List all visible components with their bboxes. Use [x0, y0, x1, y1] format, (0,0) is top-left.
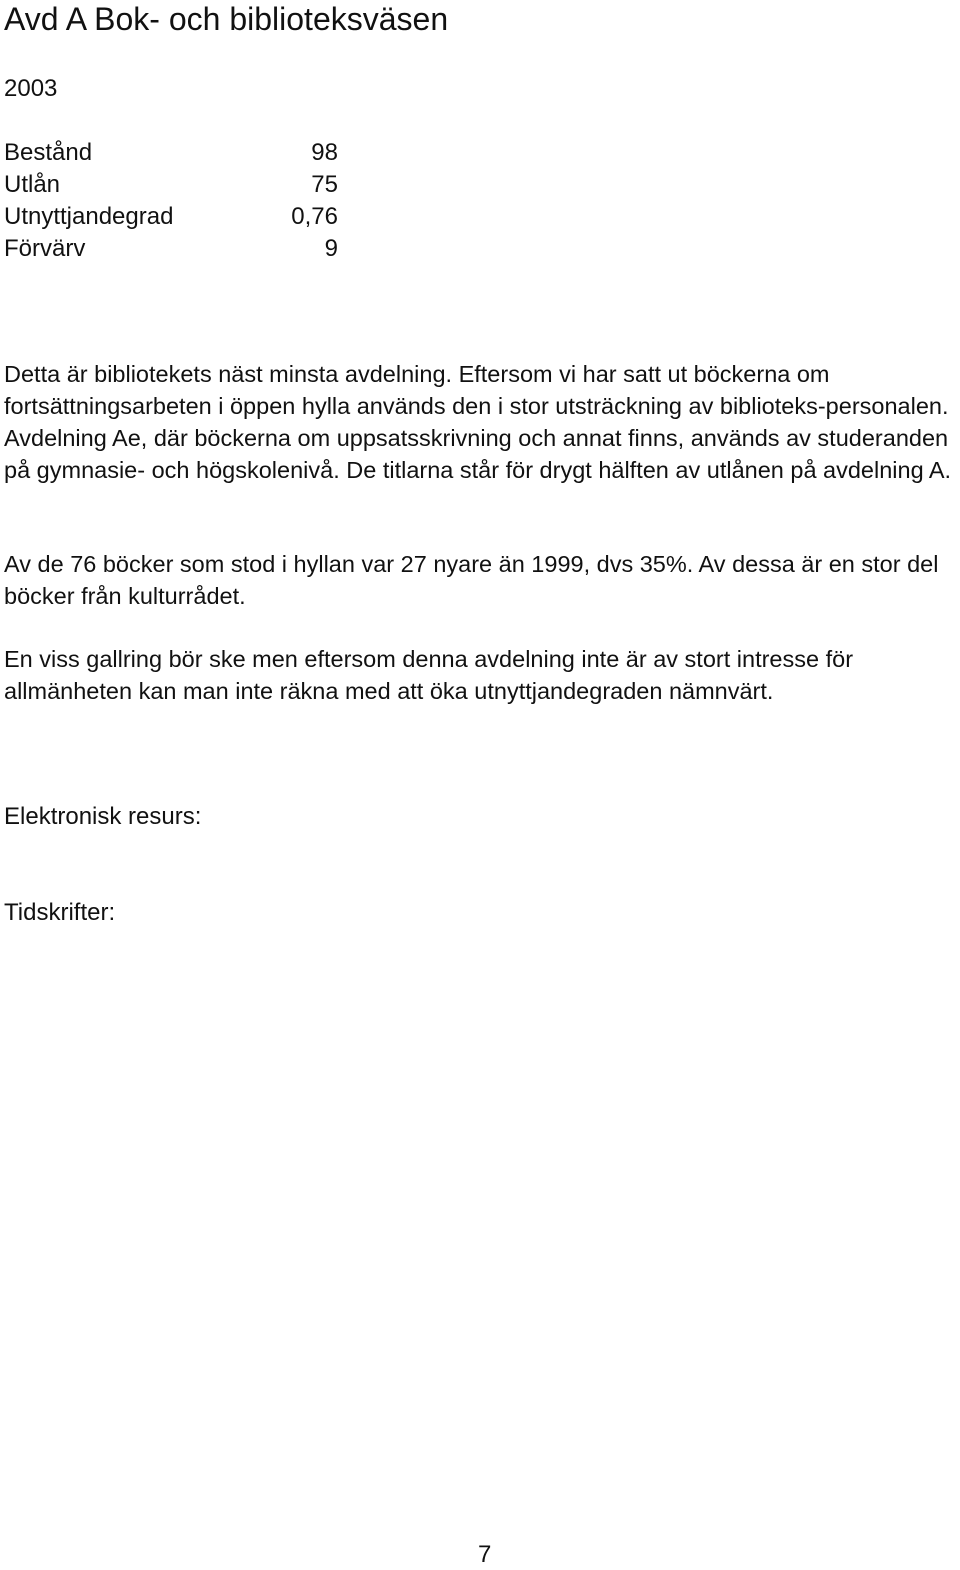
- journals-label: Tidskrifter:: [4, 899, 116, 926]
- paragraph-weeding: En viss gallring bör ske men eftersom denna avdelning inte är av stort intresse för allmänheten kan man inte räkna med att öka utnyttjandegraden nämnvärt.: [4, 646, 854, 704]
- stat-row-utlan: [4, 169, 338, 201]
- stats-table: [4, 137, 338, 265]
- paragraph-shelf-age: Av de 76 böcker som stod i hyllan var 27 nyare än 1999, dvs 35%. Av dessa är en stor del böcker från kulturrådet.: [4, 551, 939, 609]
- stat-label: Bestånd: [4, 139, 93, 166]
- year-label: 2003: [4, 75, 58, 102]
- stat-value: 75: [311, 171, 338, 198]
- page-number: 7: [478, 1541, 492, 1568]
- stat-row-forvarv: [4, 233, 338, 265]
- paragraph-department-description: Detta är bibliotekets näst minsta avdelning. Eftersom vi har satt ut böckerna om fortsättningsarbeten i öppen hylla används den i stor utsträckning av biblioteks-personalen. Avdelning Ae, där böckerna om uppsatsskrivning och annat finns, används av studeranden på gymnasie- och högskolenivå. De titlarna står för drygt hälften av utlånen på avdelning A.: [4, 361, 952, 483]
- stat-label: Förvärv: [4, 235, 86, 262]
- stat-row-bestand: [4, 137, 338, 169]
- stat-label: Utnyttjandegrad: [4, 203, 174, 230]
- page-title: Avd A Bok- och biblioteksväsen: [4, 1, 449, 37]
- electronic-resource-label: Elektronisk resurs:: [4, 803, 202, 830]
- stat-value: 0,76: [291, 203, 338, 230]
- stat-label: Utlån: [4, 171, 61, 198]
- stat-row-utnyttjandegrad: [4, 201, 338, 233]
- stat-value: 9: [324, 235, 338, 262]
- stat-value: 98: [311, 139, 338, 166]
